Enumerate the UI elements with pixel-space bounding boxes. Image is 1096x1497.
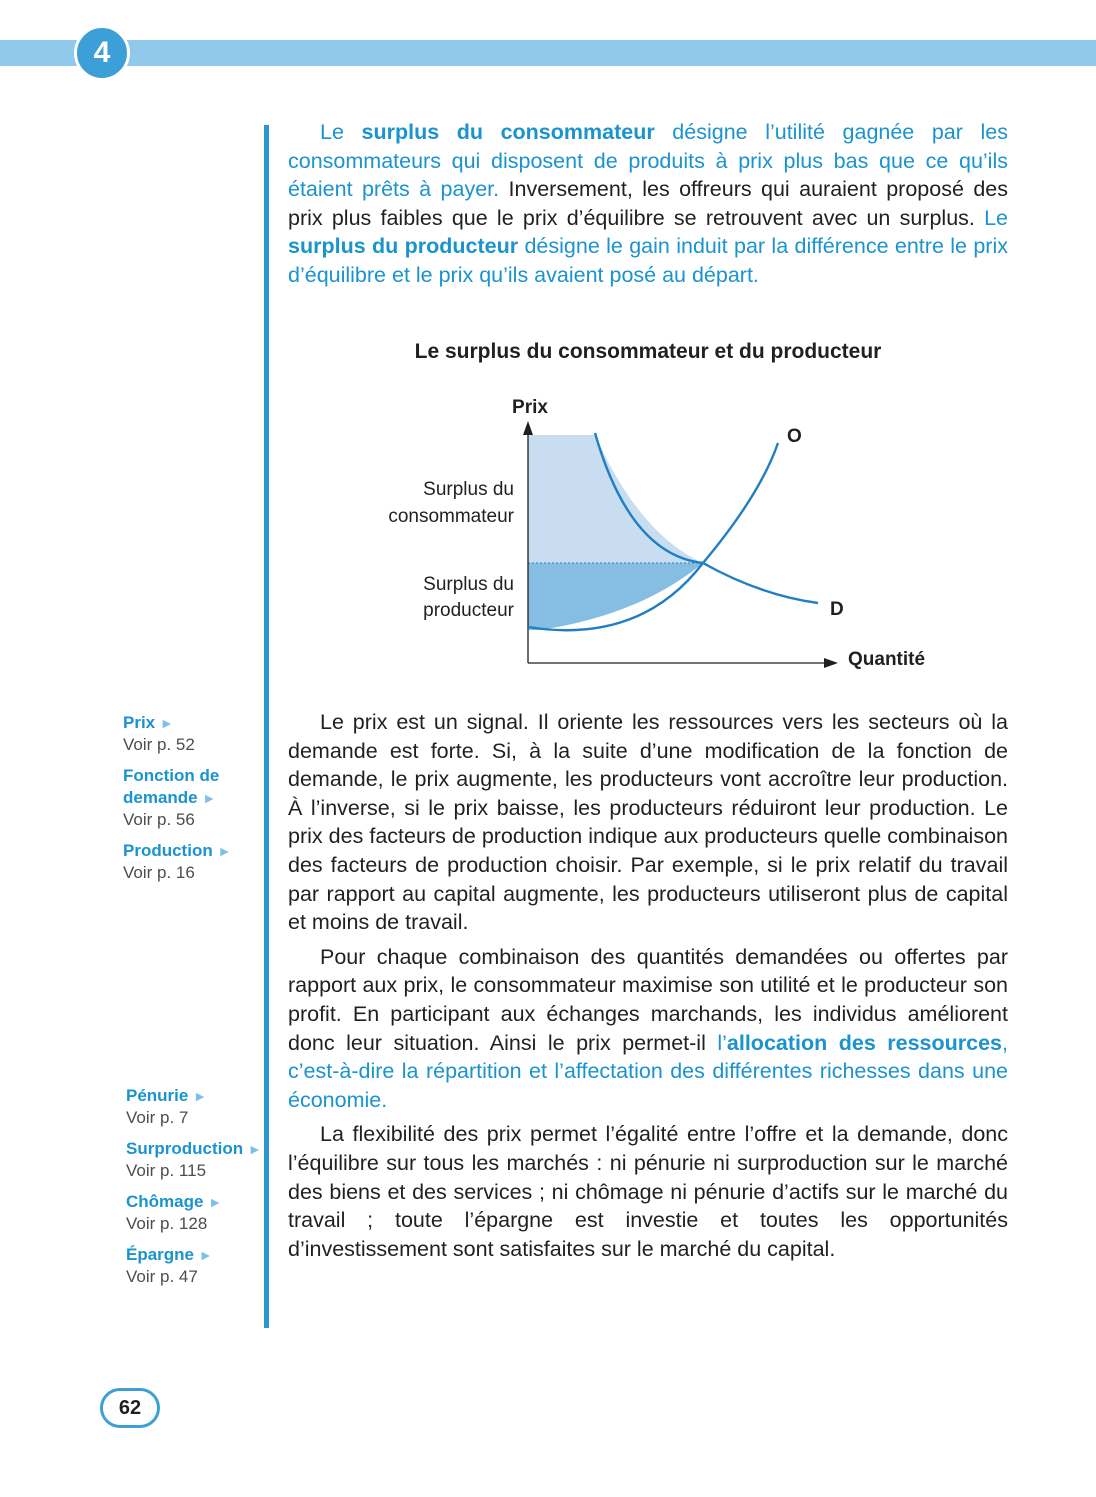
body-text [288,708,1008,1269]
intro-text-a: Le [320,120,362,144]
intro-text-d: Le [974,205,1008,230]
producer-surplus-label-1: Surplus du [423,574,514,595]
term-resource-allocation: allocation des ressources [726,1030,1003,1055]
margin-note-term: Pénurie [126,1086,189,1105]
term-producer-surplus: surplus du producteur [288,234,519,259]
consumer-surplus-label-2: consommateur [388,506,514,527]
intro-text-b: désigne l’utilité gagnée par les consommateurs qui disposent de produits à prix plus bas que ce qu’ils étaient prêts à payer. [288,120,1008,202]
x-axis-arrow [824,658,838,668]
consumer-surplus-label-1: Surplus du [423,479,514,500]
triangle-right-icon: ► [198,1247,213,1263]
paragraph-price-signal: Le prix est un signal. Il oriente les ressources vers les secteurs où la demande est forte. Si, à la suite d’une modification de la fonction de demande, le prix augmente, les producteurs vont accroître leur production. À l’inverse, si le prix baisse, les producteurs réduiront leur production. Le prix des facteurs de production indique aux producteurs quelle combinaison des facteurs de production choisir. Par exemple, si le prix relatif du travail par rapport au capital augmente, les producteurs utiliseront plus de capital et moins de travail. [288,710,1008,935]
margin-note[interactable] [123,840,273,884]
surplus-diagram [340,385,960,685]
triangle-right-icon: ► [202,790,217,806]
header-band [0,40,1096,66]
intro-text-c: Inversement, les offreurs qui auraient proposé des prix plus faibles que le prix d’équilibre se retrouvent avec un surplus. [288,177,1008,230]
margin-note[interactable] [123,712,273,756]
margin-note-term: Chômage [126,1192,204,1211]
demand-label: D [830,599,844,620]
allocation-text-b: , c’est-à-dire la répartition et l’affectation des différentes richesses dans une économie. [288,1030,1009,1112]
paragraph-allocation [288,943,1008,1115]
margin-note-ref: Voir p. 52 [123,735,195,754]
triangle-right-icon: ► [208,1194,223,1210]
margin-note-ref: Voir p. 56 [123,810,195,829]
margin-note-ref: Voir p. 16 [123,863,195,882]
intro-text-e: désigne le gain induit par la différence entre le prix d’équilibre et le prix qu’ils avaient posé au départ. [288,234,1008,287]
margin-note-ref: Voir p. 128 [126,1214,208,1233]
page-number: 62 [100,1388,160,1428]
margin-note-term: Épargne [126,1245,195,1264]
margin-note-ref: Voir p. 7 [126,1108,189,1127]
margin-note-term: Production [123,841,213,860]
margin-note[interactable] [126,1085,276,1129]
figure-title: Le surplus du consommateur et du producteur [414,340,882,363]
y-axis-arrow [523,421,533,435]
margin-note[interactable] [126,1191,276,1235]
intro-paragraph [288,118,1008,296]
margin-note-term: Prix [123,713,156,732]
margin-note[interactable] [126,1244,276,1288]
consumer-surplus-area [528,435,703,563]
triangle-right-icon: ► [217,843,232,859]
paragraph-flexibility: La flexibilité des prix permet l’égalité entre l’offre et la demande, donc l’équilibre sur tous les marchés : ni pénurie ni surproduction sur le marché des biens et des services ; ni chômage ni pénurie d’actifs sur le marché du travail ; toute l’épargne est investie et toutes les opportunités d’investissement sont satisfaites sur le marché du capital. [288,1122,1008,1261]
triangle-right-icon: ► [247,1141,262,1157]
y-axis-label: Prix [512,397,548,418]
margin-note[interactable] [126,1138,276,1182]
margin-note-ref: Voir p. 47 [126,1267,198,1286]
margin-note[interactable] [123,765,273,831]
chapter-badge: 4 [74,25,130,81]
x-axis-label: Quantité [848,649,926,670]
allocation-prefix: l’ [717,1030,727,1055]
term-consumer-surplus: surplus du consommateur [361,120,655,144]
triangle-right-icon: ► [159,715,174,731]
margin-note-term: Surproduction [126,1139,244,1158]
margin-notes-bottom [126,1085,276,1297]
margin-note-ref: Voir p. 115 [126,1161,207,1180]
triangle-right-icon: ► [193,1088,207,1104]
producer-surplus-area [528,563,703,630]
allocation-text-a: Pour chaque combinaison des quantités demandées ou offertes par rapport aux prix, le consommateur maximise son utilité et le producteur son profit. En participant aux échanges marchands, les individus améliorent donc leur situation. Ainsi le prix permet-il [288,944,1008,1055]
margin-note-term: Fonction de demande [123,766,220,807]
supply-label: O [787,426,802,447]
margin-notes-top [123,712,273,893]
producer-surplus-label-2: producteur [423,600,514,621]
